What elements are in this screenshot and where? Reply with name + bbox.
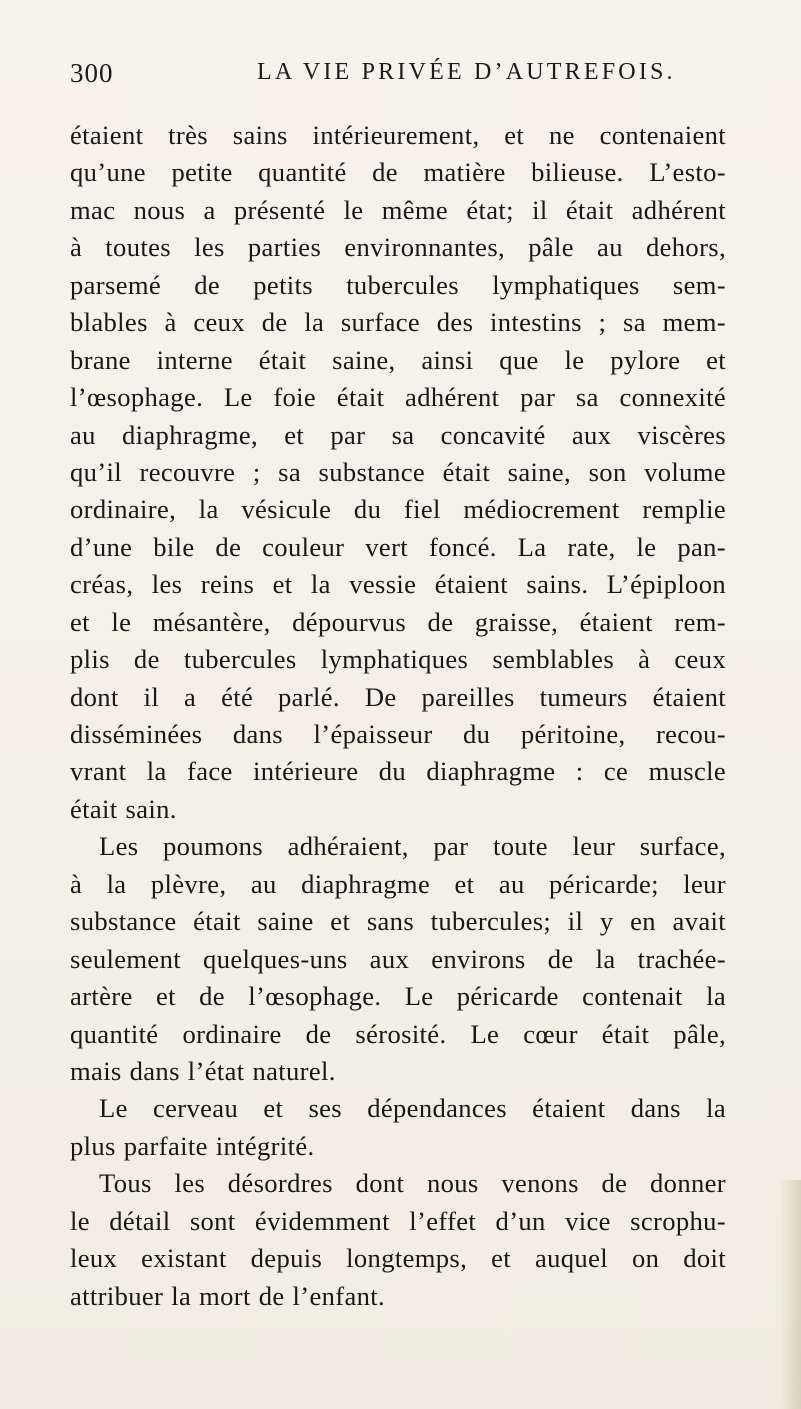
text-line: le détail sont évidemment l’effet d’un vice scrophu- [70, 1205, 726, 1236]
text-line: disséminées dans l’épaisseur du péritoine, recou- [70, 719, 726, 749]
text-line: au diaphragme, et par sa concavité aux viscères [70, 419, 726, 450]
running-title: LA VIE PRIVÉE D’AUTREFOIS. [257, 59, 676, 85]
text-line: Les poumons adhéraient, par toute leur surface, [99, 831, 726, 862]
text-line: créas, les reins et la vessie étaient sains. L’épiploon [70, 569, 726, 600]
text-line: étaient très sains intérieurement, et ne contenaient [70, 120, 726, 150]
text-line: attribuer la mort de l’enfant. [70, 1280, 386, 1311]
text-line: leux existant depuis longtemps, et auquel on doit [70, 1243, 726, 1274]
body-text [70, 117, 726, 1315]
text-line: mais dans l’état naturel. [70, 1055, 336, 1086]
running-head [70, 58, 710, 94]
text-line: plis de tubercules lymphatiques semblables à ceux [70, 644, 726, 675]
text-line: d’une bile de couleur vert foncé. La rate, le pan- [70, 531, 726, 562]
text-line: et le mésantère, dépourvus de graisse, étaient rem- [70, 606, 726, 637]
text-line: seulement quelques-uns aux environs de la trachée- [70, 943, 726, 974]
text-line: parsemé de petits tubercules lymphatiques sem- [70, 269, 726, 300]
text-line: artère et de l’œsophage. Le péricarde contenait la [70, 981, 726, 1012]
text-line: brane interne était saine, ainsi que le pylore et [70, 344, 726, 375]
text-line: Le cerveau et ses dépendances étaient dans la [99, 1093, 726, 1124]
text-line: blables à ceux de la surface des intestins ; sa mem- [70, 307, 726, 338]
text-line: mac nous a présenté le même état; il était adhérent [70, 194, 726, 225]
page-number: 300 [70, 58, 114, 88]
text-line: l’œsophage. Le foie était adhérent par sa connexité [70, 382, 726, 413]
text-line: qu’il recouvre ; sa substance était saine, son volume [70, 456, 726, 487]
text-line: quantité ordinaire de sérosité. Le cœur était pâle, [70, 1018, 726, 1049]
text-line: dont il a été parlé. De pareilles tumeurs étaient [70, 681, 726, 712]
text-line: Tous les désordres dont nous venons de donner [99, 1168, 726, 1199]
text-line: plus parfaite intégrité. [70, 1130, 315, 1161]
text-line: vrant la face intérieure du diaphragme : ce muscle [70, 756, 726, 787]
text-line: substance était saine et sans tubercules; il y en avait [70, 906, 726, 937]
text-line: à la plèvre, au diaphragme et au péricarde; leur [70, 868, 726, 899]
text-line: à toutes les parties environnantes, pâle au dehors, [70, 232, 726, 263]
page-edge-shadow [779, 1180, 801, 1409]
text-line: était sain. [70, 793, 177, 824]
text-line: qu’une petite quantité de matière bilieuse. L’esto- [70, 157, 726, 188]
text-line: ordinaire, la vésicule du fiel médiocrement remplie [70, 494, 726, 525]
